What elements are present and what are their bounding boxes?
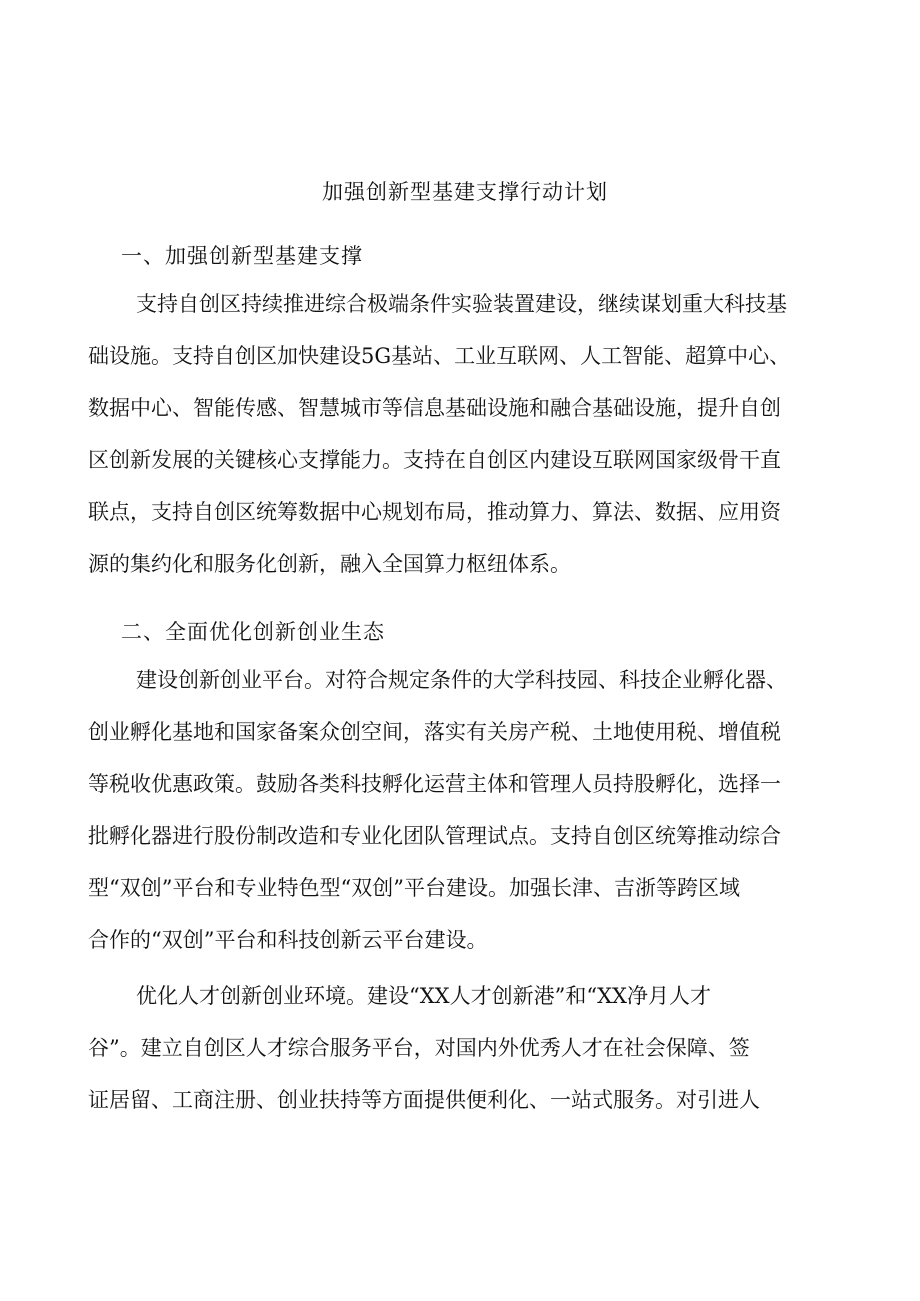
paragraph-line: 源的集约化和服务化创新，融入全国算力枢纽体系。 [88,552,571,576]
paragraph-line: 联点，支持自创区统筹数据中心规划布局，推动算力、算法、数据、应用资 [88,500,781,524]
paragraph-line: 数据中心、智能传感、智慧城市等信息基础设施和融合基础设施，提升自创 [88,396,781,420]
paragraph-line: 谷”。建立自创区人才综合服务平台，对国内外优秀人才在社会保障、签 [88,1036,750,1060]
paragraph-line: 础设施。支持自创区加快建设5G基站、工业互联网、人工智能、超算中心、 [88,344,791,368]
paragraph-line: 支持自创区持续推进综合极端条件实验装置建设，继续谋划重大科技基 [136,292,787,316]
paragraph-line: 型“双创”平台和专业特色型“双创”平台建设。加强长津、吉浙等跨区域 [88,876,740,900]
paragraph-line: 建设创新创业平台。对符合规定条件的大学科技园、科技企业孵化器、 [136,668,787,692]
section-heading-2: 二、全面优化创新创业生态 [121,620,385,644]
paragraph-line: 批孵化器进行股份制改造和专业化团队管理试点。支持自创区统筹推动综合 [88,824,781,848]
paragraph-line: 区创新发展的关键核心支撑能力。支持在自创区内建设互联网国家级骨干直 [88,448,781,472]
document-title: 加强创新型基建支撑行动计划 [322,180,608,204]
paragraph-line: 等税收优惠政策。鼓励各类科技孵化运营主体和管理人员持股孵化，选择一 [88,772,781,796]
paragraph-line: 合作的“双创”平台和科技创新云平台建设。 [88,928,488,952]
paragraph-line: 优化人才创新创业环境。建设“XX人才创新港”和“XX净月人才 [136,984,712,1008]
paragraph-line: 创业孵化基地和国家备案众创空间，落实有关房产税、土地使用税、增值税 [88,720,781,744]
paragraph-line: 证居留、工商注册、创业扶持等方面提供便利化、一站式服务。对引进人 [88,1088,760,1112]
section-heading-1: 一、加强创新型基建支撑 [121,244,363,268]
